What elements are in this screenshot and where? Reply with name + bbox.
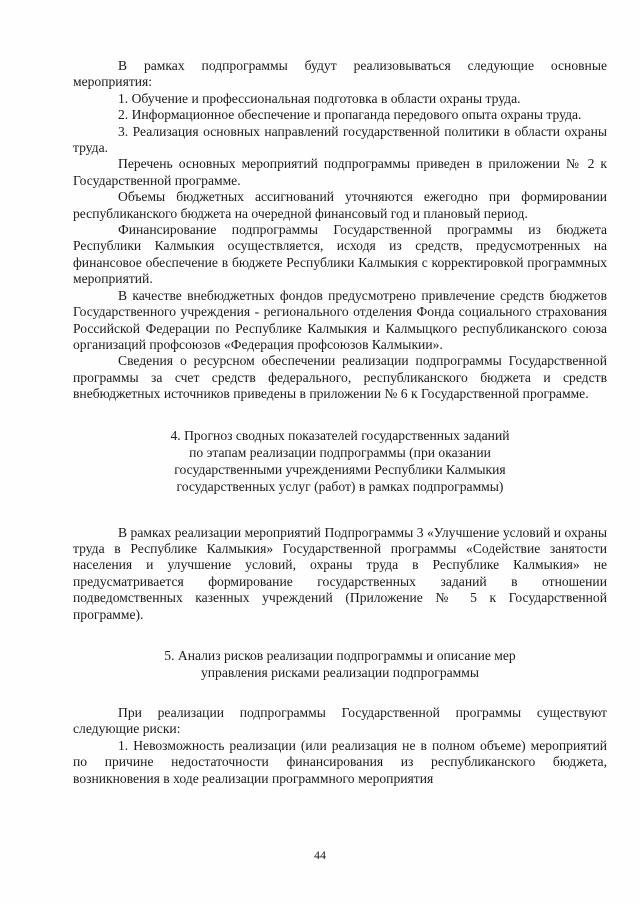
- section-4-heading: [73, 427, 607, 495]
- heading-line: по этапам реализации подпрограммы (при оказании: [189, 444, 491, 460]
- body-paragraph: Перечень основных мероприятий подпрограммы приведен в приложении № 2 к Государственной программе.: [73, 156, 607, 188]
- document-body: [73, 58, 607, 787]
- heading-line: 4. Прогноз сводных показателей государственных заданий: [170, 427, 510, 443]
- body-paragraph: Сведения о ресурсном обеспечении реализации подпрограммы Государственной программы за счет средств федерального, республиканского бюджета и средств внебюджетных источников приведены в приложении № 6 к Государственной программе.: [73, 353, 607, 402]
- section-5-paragraph: 1. Невозможность реализации (или реализация не в полном объеме) мероприятий по причине недостаточности финансирования из республиканского бюджета, возникновения в ходе реализации программного мероприятия: [73, 737, 607, 786]
- page-number: 44: [314, 848, 326, 862]
- heading-line: 5. Анализ рисков реализации подпрограммы и описание мер: [164, 647, 516, 663]
- list-item: 3. Реализация основных направлений государственной политики в области охраны труда.: [73, 123, 607, 156]
- section-5-paragraph: При реализации подпрограммы Государственной программы существуют следующие риски:: [73, 704, 607, 737]
- list-item: 2. Информационное обеспечение и пропаганда передового опыта охраны труда.: [118, 107, 582, 123]
- heading-line: государственных услуг (работ) в рамках подпрограммы): [176, 478, 504, 494]
- body-paragraph: Финансирование подпрограммы Государственной программы из бюджета Республики Калмыкия осуществляется, исходя из средств, предусмотренных на финансовое обеспечение в бюджете Республики Калмыкия с корректировкой программных мероприятий.: [73, 222, 607, 287]
- list-item: 1. Обучение и профессиональная подготовка в области охраны труда.: [118, 90, 521, 106]
- body-paragraph: В качестве внебюджетных фондов предусмотрено привлечение средств бюджетов Государственного учреждения - регионального отделения Фонда социального страхования Российской Федерации по Республике Калмыкия и Калмыцкого республиканского союза организаций профсоюзов «Федерация профсоюзов Калмыкии».: [73, 287, 607, 352]
- heading-line: государственными учреждениями Республики Калмыкия: [174, 461, 506, 477]
- section-5-heading: [73, 647, 607, 681]
- section-4-paragraph: В рамках реализации мероприятий Подпрограммы 3 «Улучшение условий и охраны труда в Республике Калмыкия» Государственной программы «Содействие занятости населения и улучшение условий, охраны труда в Республике Калмыкия» не предусматривается формирование государственных заданий в отношении подведомственных казенных учреждений (Приложение № 5 к Государственной программе).: [73, 524, 607, 622]
- body-paragraph: Объемы бюджетных ассигнований уточняются ежегодно при формировании республиканского бюджета на очередной финансовый год и плановый период.: [73, 189, 607, 221]
- intro-paragraph: В рамках подпрограммы будут реализовываться следующие основные мероприятия:: [73, 58, 607, 90]
- heading-line: управления рисками реализации подпрограммы: [200, 664, 479, 680]
